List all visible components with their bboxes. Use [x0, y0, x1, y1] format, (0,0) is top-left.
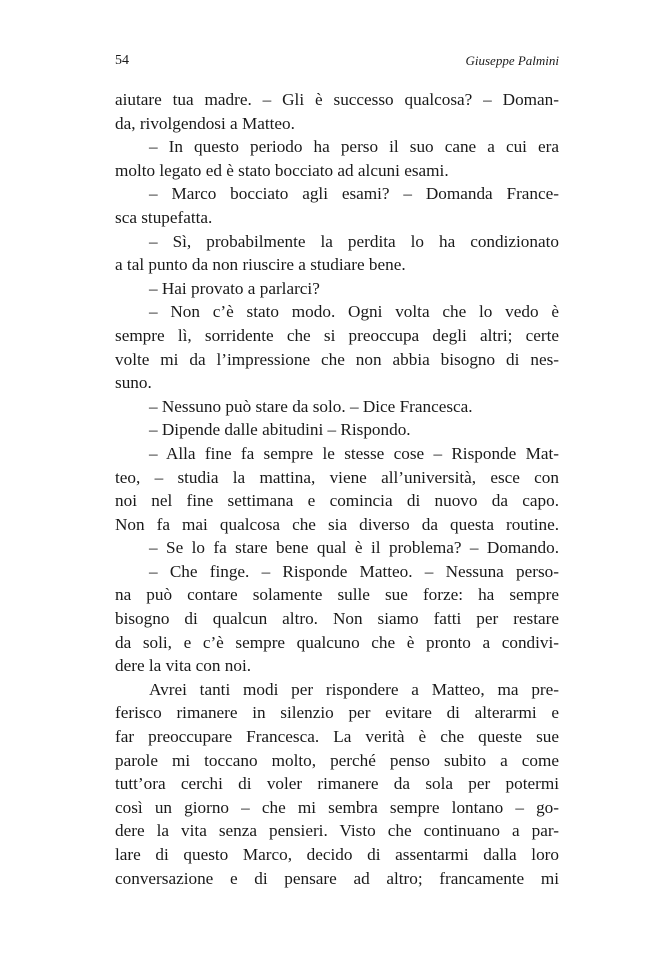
text-line: lare di questo Marco, decido di assentarmi dalla loro: [115, 845, 559, 864]
text-line: da, rivolgendosi a Matteo.: [115, 113, 295, 133]
text-line: – Non c’è stato modo. Ogni volta che lo vedo è: [149, 302, 559, 322]
text-line: parole mi toccano molto, perché penso subito a come: [115, 750, 559, 770]
text-line: molto legato ed è stato bocciato ad alcuni esami.: [115, 160, 449, 180]
text-line: sca stupefatta.: [115, 207, 213, 227]
text-line: aiutare tua madre. – Gli è successo qualcosa? – Doman-: [115, 90, 559, 109]
text-line: dere la vita con noi.: [115, 656, 252, 676]
text-line: volte mi da l’impressione che non abbia bisogno di nes-: [115, 349, 559, 369]
text-line: noi nel fine settimana e comincia di nuovo da capo.: [115, 491, 559, 511]
text-line: – Nessuno può stare da solo. – Dice Francesca.: [149, 396, 473, 416]
text-line: far preoccupare Francesca. La verità è che queste sue: [115, 727, 559, 747]
text-line: Non fa mai qualcosa che sia diverso da questa routine.: [115, 514, 559, 534]
text-line: Avrei tanti modi per rispondere a Matteo, ma pre-: [149, 679, 559, 699]
text-line: tutt’ora cerchi di voler rimanere da sola per potermi: [115, 774, 559, 794]
text-line: così un giorno – che mi sembra sempre lontano – go-: [115, 797, 559, 817]
text-line: a tal punto da non riuscire a studiare bene.: [115, 255, 406, 275]
text-line: sempre lì, sorridente che si preoccupa degli altri; certe: [115, 325, 559, 345]
text-line: ferisco rimanere in silenzio per evitare di alterarmi e: [115, 703, 559, 723]
text-line: – Che finge. – Risponde Matteo. – Nessuna perso-: [149, 561, 559, 581]
page-number: 54: [115, 53, 129, 68]
page-header: [115, 53, 559, 73]
text-line: – Alla fine fa sempre le stesse cose – Risponde Mat-: [149, 443, 559, 463]
text-line: teo, – studia la mattina, viene all’università, esce con: [115, 467, 559, 487]
text-line: conversazione e di pensare ad altro; francamente mi: [115, 868, 559, 888]
text-line: dere la vita senza pensieri. Visto che continuano a par-: [115, 821, 559, 841]
text-line: – Se lo fa stare bene qual è il problema? – Domando.: [149, 538, 559, 558]
text-line: – In questo periodo ha perso il suo cane a cui era: [149, 137, 559, 157]
running-head-author: Giuseppe Palmini: [465, 53, 559, 68]
body-text: [115, 88, 559, 890]
text-line: – Sì, probabilmente la perdita lo ha condizionato: [149, 231, 559, 251]
text-line: da soli, e c’è sempre qualcuno che è pronto a condivi-: [115, 632, 559, 652]
text-line: bisogno di qualcun altro. Non siamo fatti per restare: [115, 609, 559, 629]
text-line: – Hai provato a parlarci?: [149, 278, 320, 298]
text-line: – Dipende dalle abitudini – Rispondo.: [149, 420, 411, 440]
text-line: suno.: [115, 373, 152, 393]
text-line: na può contare solamente sulle sue forze: ha sempre: [115, 585, 559, 605]
text-line: – Marco bocciato agli esami? – Domanda France-: [149, 184, 559, 204]
